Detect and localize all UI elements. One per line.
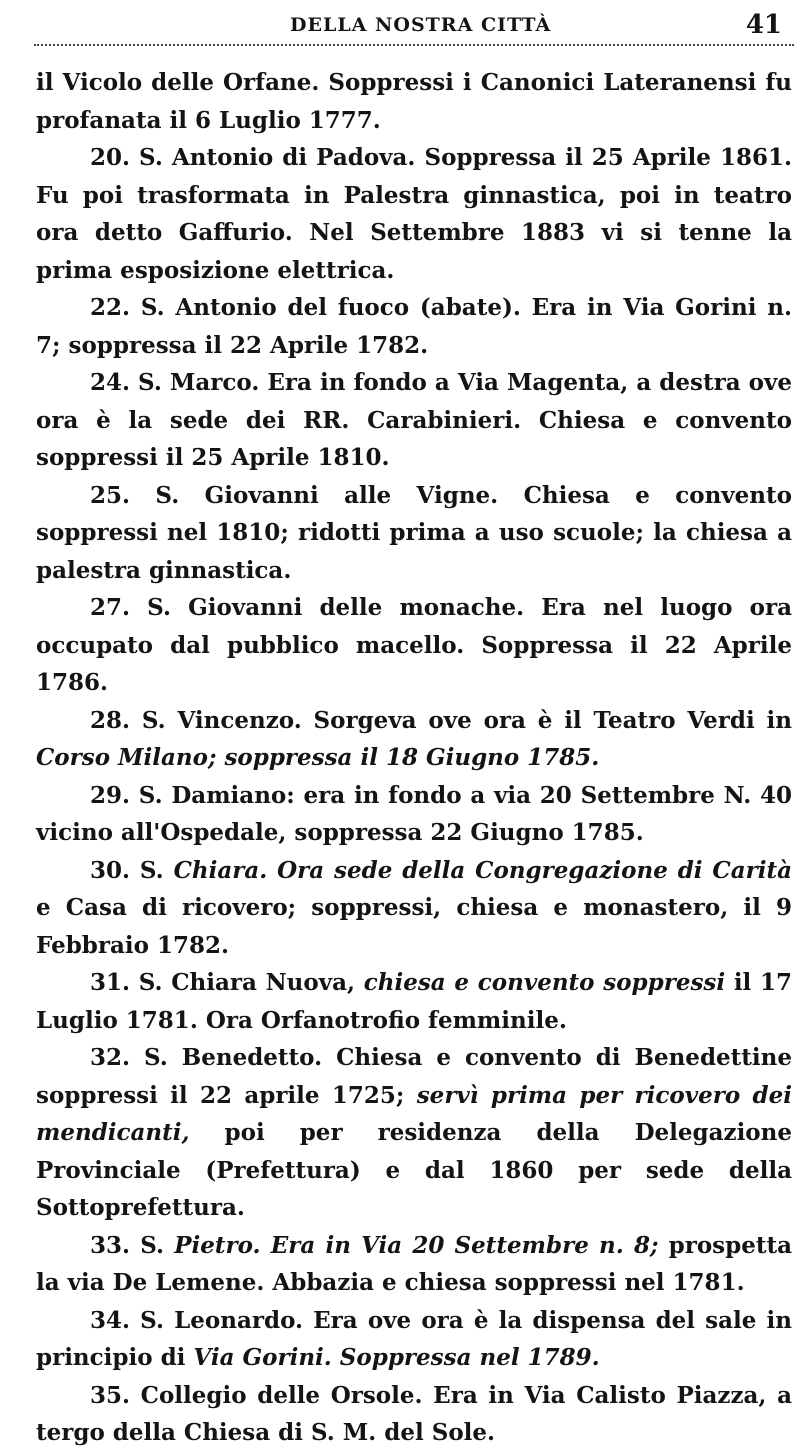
paragraph-text: il 17 Luglio 1781. Ora Orfanotrofio femminile. [36, 969, 793, 1034]
paragraph-text: 34. S. Leonardo. Era ove ora è la dispensa del sale in principio di [36, 1306, 792, 1371]
paragraph [36, 852, 792, 965]
page-body [36, 64, 792, 1452]
paragraph-text: 25. S. Giovanni alle Vigne. Chiesa e convento soppressi nel 1810; ridotti prima a uso scuole; la chiesa a palestra ginnastica. [36, 481, 792, 584]
paragraph [36, 64, 792, 139]
paragraph-text: poi per residenza della Delegazione Provinciale (Prefettura) e dal 1860 per sede della Sottoprefettura. [36, 1119, 792, 1221]
paragraph [36, 364, 792, 477]
paragraph-text-italic: Corso Milano; soppressa il 18 Giugno 1785. [36, 744, 600, 771]
paragraph [36, 777, 792, 852]
paragraph [36, 1227, 792, 1302]
paragraph-text-italic: Pietro. Era in Via 20 Settembre n. 8; [174, 1231, 659, 1259]
paragraph [36, 589, 792, 702]
paragraph-text: 29. S. Damiano: era in fondo a via 20 Settembre N. 40 vicino all'Ospedale, soppressa 22 Giugno 1785. [36, 781, 792, 846]
page-number: 41 [745, 10, 782, 40]
header-rule [34, 44, 794, 46]
paragraph [36, 1302, 792, 1377]
paragraph [36, 1039, 792, 1227]
paragraph-text: 30. S. [90, 856, 174, 884]
running-title: DELLA NOSTRA CITTÀ [290, 14, 552, 36]
paragraph-text-italic: chiesa e convento soppressi [363, 969, 726, 996]
paragraph-text: e Casa di ricovero; soppressi, chiesa e monastero, il 9 Febbraio 1782. [36, 894, 792, 959]
paragraph-text: prospetta la via De Lemene. Abbazia e chiesa soppressi nel 1781. [36, 1231, 792, 1296]
paragraph-text: 20. S. Antonio di Padova. Soppressa il 25 Aprile 1861. Fu poi trasformata in Palestra ginnastica, poi in teatro ora detto Gaffurio. Nel Settembre 1883 vi si tenne la prima esposizione elettrica. [36, 144, 792, 284]
paragraph [36, 477, 792, 590]
paragraph-text: 27. S. Giovanni delle monache. Era nel luogo ora occupato dal pubblico macello. Soppressa il 22 Aprile 1786. [36, 594, 792, 696]
paragraph-text: 35. Collegio delle Orsole. Era in Via Calisto Piazza, a tergo della Chiesa di S. M. del Sole. [36, 1381, 792, 1446]
paragraph-text-italic: Via Gorini. Soppressa nel 1789. [193, 1344, 600, 1371]
page-header [0, 6, 810, 46]
paragraph-text-italic: Chiara. Ora sede della Congregazione di Carità [173, 856, 793, 884]
paragraph [36, 1377, 792, 1452]
paragraph-text: il Vicolo delle Orfane. Soppressi i Canonici Lateranensi fu profanata il 6 Luglio 1777. [36, 69, 792, 134]
paragraph-text: 33. S. [90, 1231, 175, 1259]
paragraph-text: 32. S. Benedetto. Chiesa e convento di Benedettine soppressi il 22 aprile 1725; [36, 1044, 792, 1109]
paragraph-text: 22. S. Antonio del fuoco (abate). Era in Via Gorini n. 7; soppressa il 22 Aprile 1782. [36, 294, 792, 359]
paragraph [36, 702, 792, 777]
paragraph [36, 289, 792, 364]
paragraph [36, 139, 792, 289]
paragraph [36, 964, 792, 1039]
paragraph-text: 28. S. Vincenzo. Sorgeva ove ora è il Teatro Verdi in [90, 706, 792, 734]
paragraph-text: 24. S. Marco. Era in fondo a Via Magenta, a destra ove ora è la sede dei RR. Carabinieri. Chiesa e convento soppressi il 25 Aprile 1810. [36, 369, 792, 471]
paragraph-text-italic: servì prima per ricovero dei mendicanti, [36, 1081, 793, 1146]
paragraph-text: 31. S. Chiara Nuova, [90, 969, 364, 996]
